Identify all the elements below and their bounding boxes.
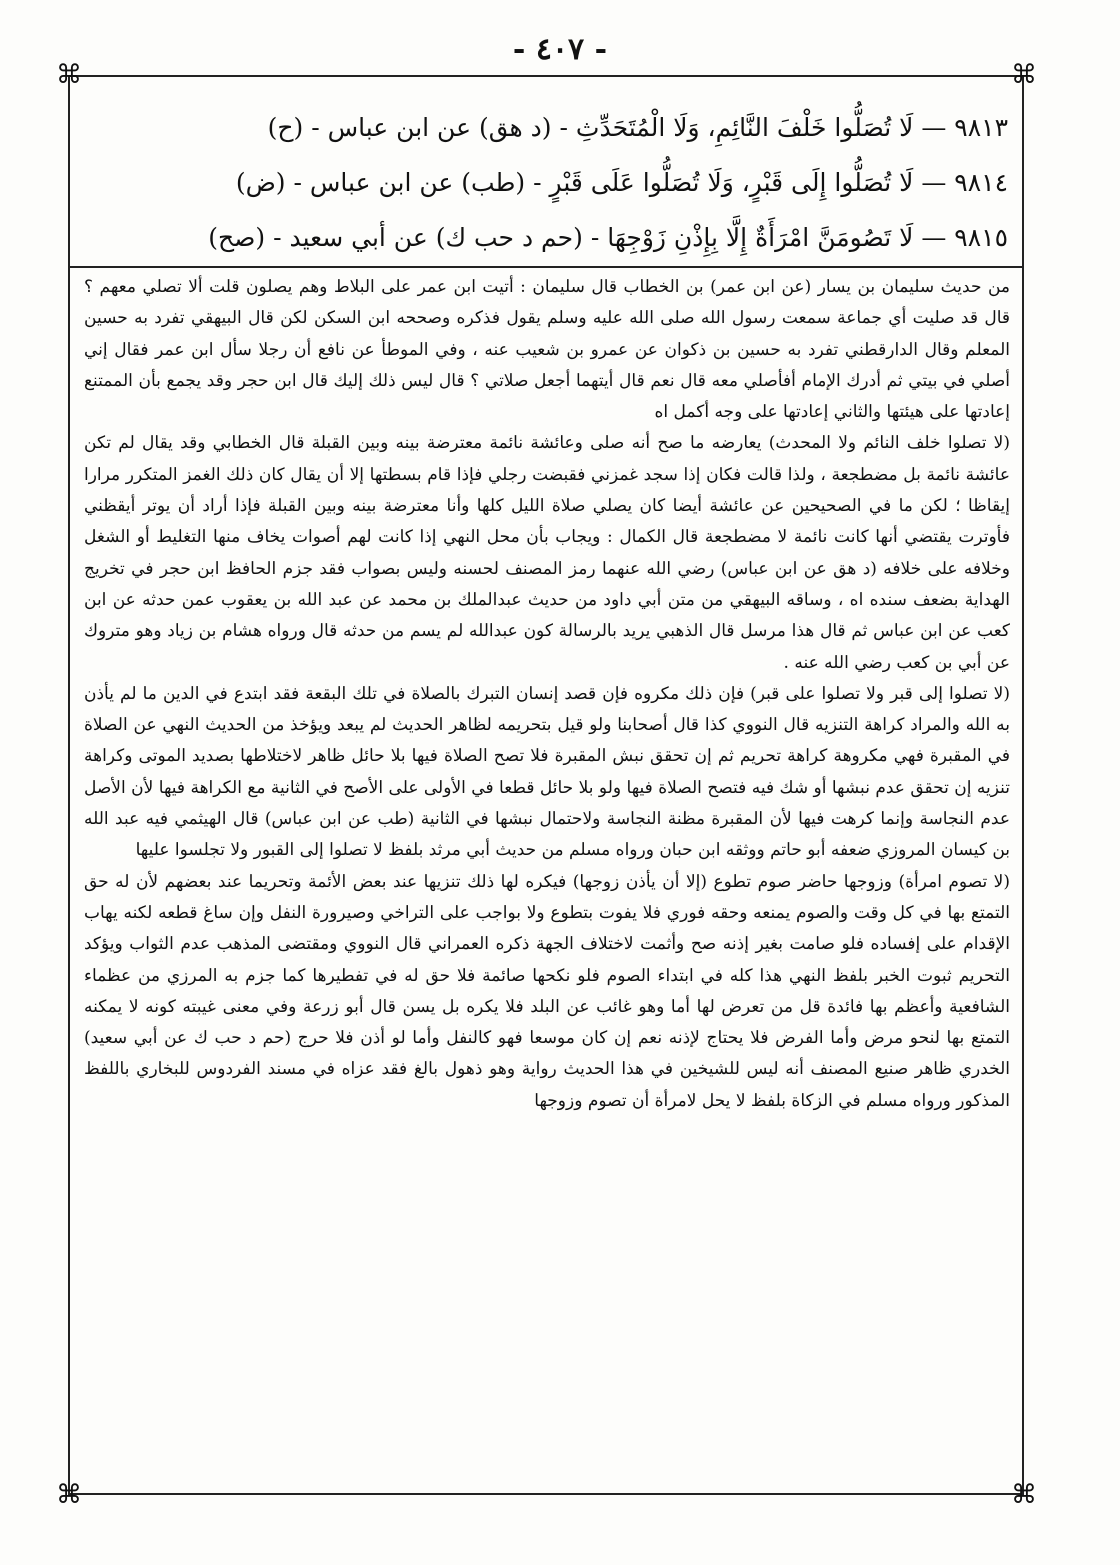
hadith-text: لَا تُصَلُّوا خَلْفَ النَّائِمِ، وَلَا الْمُتَحَدِّثِ [575,113,914,142]
section-divider [70,266,1022,268]
hadith-number: ٩٨١٣ [954,113,1008,142]
commentary-paragraph: (لا تصلوا خلف النائم ولا المحدث) يعارضه ما صح أنه صلى وعائشة نائمة معترضة بينه وبين القبلة قال الخطابي وقد يقال لم تكن عائشة نائمة بل مضطجعة ، ولذا قالت فكان إذا سجد غمزني فقبضت رجلي فإذا قام بسطتها إلا أن يقال كان ذلك الغمز المتكرر مرارا إيقاظا ؛ لكن ما في الصحيحين عن عائشة أيضا كان يصلي صلاة الليل كلها وأنا معترضة بينه وبين القبلة فإذا أراد أن يوتر أيقظني فأوترت يقتضي أنها كانت نائمة لا مضطجعة قال الكمال : ويجاب بأن محل النهي إذا كانت لهم أصوات يخاف منها التغليط أو الشغل وخلافه على خلافه (د هق عن ابن عباس) رضي الله عنهما رمز المصنف لحسنه وليس بصواب فقد جزم الحافظ ابن حجر في تخريج الهداية بضعف سنده اه ، وساقه البيهقي من متن أبي داود من حديث عبدالملك بن محمد عن عبد الله بن يعقوب عمن حدثه عن ابن كعب عن ابن عباس ثم قال هذا مرسل قال الذهبي يريد بالرسالة كون عبدالله لم يسم من حدثه قال ورواه هشام بن زياد وهو متروك عن أبي بن كعب رضي الله عنه . [84,433,1010,673]
commentary-paragraph: من حديث سليمان بن يسار (عن ابن عمر) بن الخطاب قال سليمان : أتيت ابن عمر على البلاط وهم يصلون قلت ألا تصلي معهم ؟ قال قد صليت أي جماعة سمعت رسول الله صلى الله عليه وسلم يقول فذكره وصححه ابن السكن لكن قال البيهقي تفرد به حسين المعلم وقال الدارقطني تفرد به حسين بن ذكوان عن عمرو بن شعيب عنه ، وفي الموطأ عن نافع أن رجلا سأل ابن عمر فقال إني أصلي في بيتي ثم أدرك الإمام أفأصلي معه قال نعم قال أيتهما أجعل صلاتي ؟ قال ليس ذلك إليك قال ابن حجر وقد يجمع بأن الممتنع إعادتها على هيئتها والثاني إعادتها على وجه أكمل اه [84,277,1010,423]
hadith-number: ٩٨١٤ [954,168,1008,197]
hadith-line: ٩٨١٥ — لَا تَصُومَنَّ امْرَأَةٌ إِلَّا بِإِذْنِ زَوْجِهَا - (حم د حب ك) عن أبي سعيد - (صح) [208,223,1008,252]
corner-ornament-icon: ⌘ [56,1480,82,1510]
hadith-source: (د هق) عن ابن عباس [327,113,552,142]
hadith-text: لَا تُصَلُّوا إِلَى قَبْرٍ، وَلَا تُصَلُّوا عَلَى قَبْرٍ [549,168,914,197]
commentary [84,272,1010,1482]
hadith-source: (طب) عن ابن عباس [309,168,526,197]
page-number: - ٤٠٧ - [512,32,608,67]
corner-ornament-icon: ⌘ [1011,60,1037,90]
hadith-grade: (ح) [267,113,304,142]
hadith-grade: (ض) [235,168,286,197]
hadith-line: ٩٨١٣ — لَا تُصَلُّوا خَلْفَ النَّائِمِ، وَلَا الْمُتَحَدِّثِ - (د هق) عن ابن عباس - (ح) [267,113,1008,142]
corner-ornament-icon: ⌘ [56,60,82,90]
hadith-grade: (صح) [208,223,266,252]
hadith-text: لَا تَصُومَنَّ امْرَأَةٌ إِلَّا بِإِذْنِ زَوْجِهَا [607,223,914,252]
hadith-source: (حم د حب ك) عن أبي سعيد [289,223,583,252]
hadith-line: ٩٨١٤ — لَا تُصَلُّوا إِلَى قَبْرٍ، وَلَا تُصَلُّوا عَلَى قَبْرٍ - (طب) عن ابن عباس - (ض) [235,168,1008,197]
corner-ornament-icon: ⌘ [1011,1480,1037,1510]
hadith-number: ٩٨١٥ [954,223,1008,252]
commentary-paragraph: (لا تصوم امرأة) وزوجها حاضر صوم تطوع (إلا أن يأذن زوجها) فيكره لها ذلك تنزيها عند بعض الأئمة وتحريما عند بعضهم لأن له حق التمتع بها في كل وقت والصوم يمنعه وحقه فوري فلا يفوت بتطوع ولا بواجب على التراخي وصيرورة النفل وإن ساغ قطعه لكنه يهاب الإقدام على إفساده فلو صامت بغير إذنه صح وأثمت لاختلاف الجهة ذكره العمراني قال النووي ومقتضى المذهب عدم الثواب ويؤكد التحريم ثبوت الخبر بلفظ النهي هذا كله في ابتداء الصوم فلو نكحها صائمة فلا حق له في تفطيرها كما جزم به المرزي من عظماء الشافعية وأعظم بها فائدة قل من تعرض لها أما وهو غائب عن البلد فلا يكره بل يسن قال أبو زرعة وفي معنى غيبته كونه لا يمكنه التمتع بها لنحو مرض وأما الفرض فلا يحتاج لإذنه نعم إن كان موسعا فهو كالنفل وأما لو أذن فلا حرج (حم د حب ك عن أبي سعيد) الخدري ظاهر صنيع المصنف أنه ليس للشيخين في هذا الحديث رواية وهو ذهول بالغ فقد عزاه في مسند الفردوس للبخاري باللفظ المذكور ورواه مسلم في الزكاة بلفظ لا يحل لامرأة أن تصوم وزوجها [84,871,1010,1111]
commentary-paragraph: (لا تصلوا إلى قبر ولا تصلوا على قبر) فإن ذلك مكروه فإن قصد إنسان التبرك بالصلاة في تلك البقعة فقد ابتدع في الدين ما لم يأذن به الله والمراد كراهة التنزيه قال النووي كذا قال أصحابنا ولو قيل بتحريمه لظاهر الحديث لم يبعد ويؤخذ من الحديث النهي عن الصلاة في المقبرة فهي مكروهة كراهة تحريم ثم إن تحقق نبش المقبرة فلا تصح الصلاة فيها بلا حائل ظاهر لاختلاطها بصديد الموتى وكراهة تنزيه إن تحقق عدم نبشها أو شك فيه فتصح الصلاة فيها ولو بلا حائل قطعا في الأولى على الأصح في الثانية مع الكراهة فيها لأن الأصل عدم النجاسة وإنما كرهت فيها لأن المقبرة مظنة النجاسة ولاحتمال نبشها في الثانية (طب عن ابن عباس) قال الهيثمي فيه عبد الله بن كيسان المروزي ضعفه أبو حاتم ووثقه ابن حبان ورواه مسلم من حديث أبي مرثد بلفظ لا تصلوا إلى القبور ولا تجلسوا عليها [84,683,1010,861]
